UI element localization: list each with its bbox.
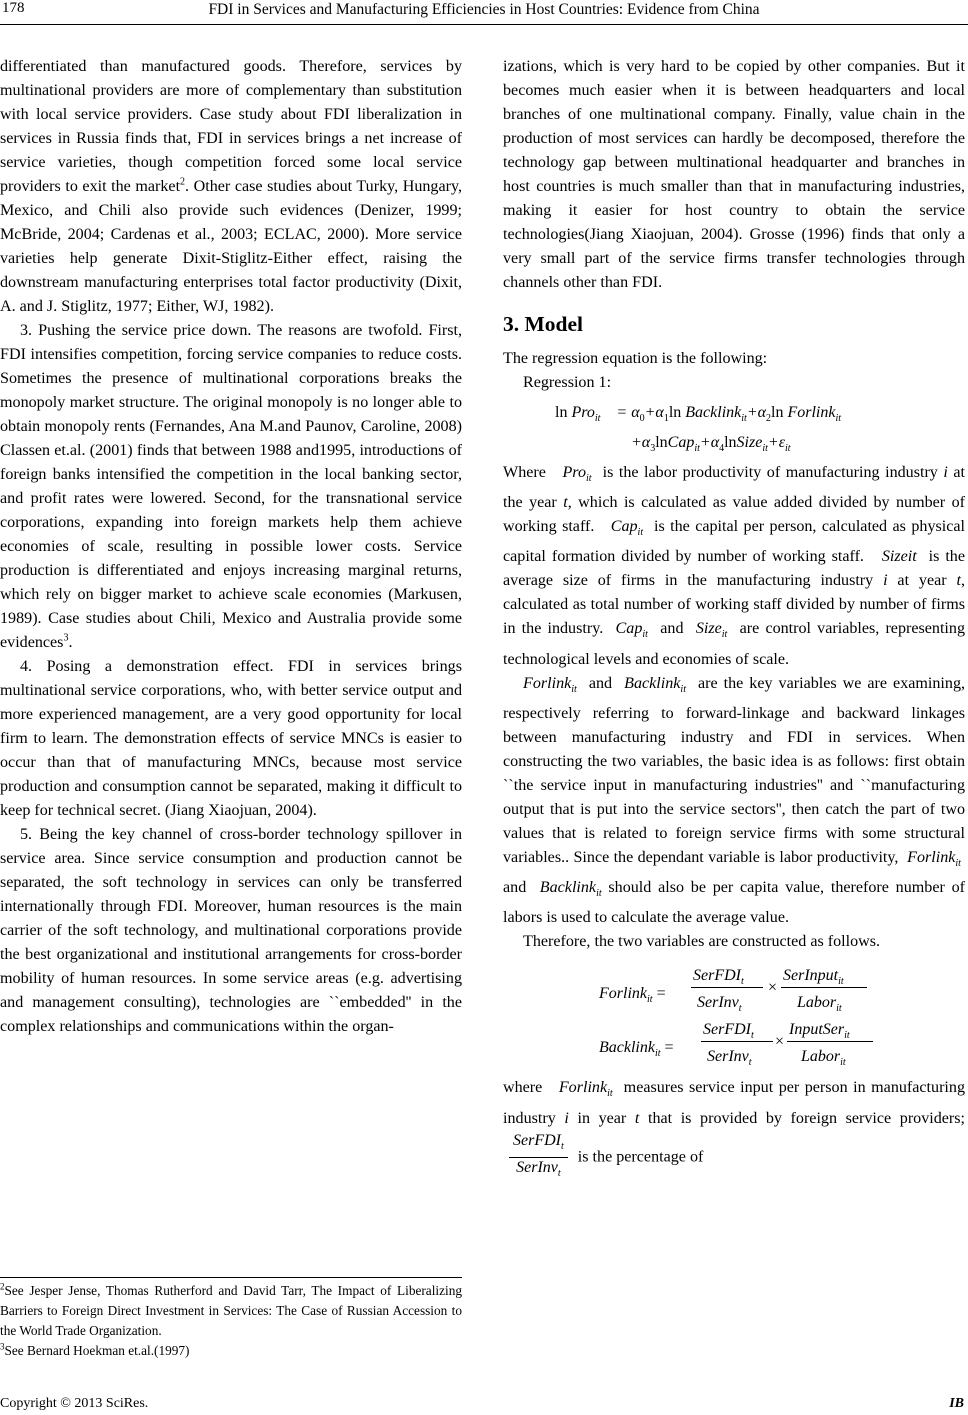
- times-sign: ×: [768, 979, 778, 997]
- linkage-equations: [503, 954, 965, 1068]
- journal-abbrev: IB: [949, 1396, 964, 1411]
- fraction-bar: [701, 1041, 773, 1042]
- inline-fraction: $\frac{SerFDI_t}{SerInv_t}$: [509, 1131, 568, 1184]
- paragraph: differentiated than manufactured goods. Therefore, services by multinational providers are more of complementary than substitution with local service providers. Case study about FDI liberalization in services in Russia finds that, FDI in services brings a net increase of service varieties, though competition forced some local service providers to exit the market$^2$. Other case studies about Turky, Hungary, Mexico, and Chili also provide such evidences (Denizer, 1999; McBride, 2004; Cardenas et al., 2003; ECLAC, 2000). More service varieties help generate Dixit-Stiglitz-Either effect, raising the downstream manufacturing enterprises total factor productivity (Dixit, A. and J. Stiglitz, 1977; Either, WJ, 1982).: [0, 58, 463, 315]
- paragraph: The regression equation is the following:: [503, 350, 768, 367]
- header-rule: [0, 24, 968, 25]
- right-column: [503, 55, 965, 1184]
- fraction-bar: [787, 1041, 873, 1042]
- left-column: [0, 55, 462, 1039]
- forlink-den2: Labor$_{it}$: [797, 994, 842, 1015]
- backlink-num1: SerFDI$_t$: [703, 1021, 754, 1042]
- equation-line-2: $+\alpha_3lnCap_{it}+\alpha_4lnSize_{it}+\varepsilon_{it}$: [631, 434, 791, 455]
- paragraph: izations, which is very hard to be copied by other companies. But it becomes much easier when it is between headquarters and local branches of one multinational company. Finally, value chain in the production of most services can hardly be decomposed, therefore the technology gap between multinational headquarter and branches in host countries is much smaller than that in manufacturing industries, making it easier for host country to obtain the service technologies(Jiang Xiaojuan, 2004). Grosse (1996) finds that only a very small part of the service firms transfer technologies through channels other than FDI.: [503, 58, 965, 291]
- paragraph: 5. Being the key channel of cross-border technology spillover in service area. Since service consumption and production cannot be separated, the soft technology in services can only be transferred internationally through FDI. Moreover, human resources is the main carrier of the soft technology, and multinational corporations provide the best organizational and institutional arrangements for cross-border mobility of human resources. In some service areas (e.g. advertising and management consulting), technologies are ``embedded'' in the complex relationships and communications within the organ-: [0, 826, 462, 1035]
- paragraph: 3. Pushing the service price down. The reasons are twofold. First, FDI intensifies competition, forcing service companies to reduce costs. Sometimes the presence of multinational corporations breaks the monopoly market structure. The original monopoly is no longer able to obtain monopoly rents (Fernandes, Ana M.and Paunov, Caroline, 2008) Classen et.al. (2001) finds that between 1988 and1995, introductions of foreign banks intensified the competition in the local banking sector, and profit rates were lowered. Second, for the transnational service corporations, expanding into foreign markets help them achieve economies of scale, resulting in possible lower costs. Service production is differentiated and enjoys increasing marginal returns, which rely on bigger market to achieve scale economies (Markusen, 1989). Case studies about Chili, Mexico and Australia provide some evidences$^3$.: [0, 322, 462, 651]
- forlink-num1: SerFDI$_t$: [693, 967, 744, 988]
- paragraph: Where Pro$_{it}$ is the labor productivity of manufacturing industry i at the year t, which is calculated as value added divided by number of working staff. Cap$_{it}$ is the capital per person, calculated as physical capital formation divided by number of working staff. Sizeit is the average size of firms in the manufacturing industry i at year t, calculated as total number of working staff divided by number of firms in the industry. Cap$_{it}$ and Size$_{it}$ are control variables, representing technological levels and economies of scale.: [503, 464, 966, 668]
- footnote-rule: [0, 1277, 462, 1278]
- fraction-bar: [781, 987, 867, 988]
- forlink-lhs: Forlink$_{it}$ =: [599, 985, 666, 1006]
- paragraph: where Forlink$_{it}$ measures service input per person in manufacturing industry i in year t that is provided by foreign service providers; $\frac{SerFDI_t}{SerInv_t}$ is the percentage of: [503, 1076, 965, 1184]
- section-heading: 3. Model: [503, 312, 584, 336]
- backlink-num2: InputSer$_{it}$: [789, 1021, 850, 1042]
- copyright: Copyright © 2013 SciRes.: [0, 1396, 149, 1411]
- footnote-2: $^2$See Jesper Jense, Thomas Rutherford and David Tarr, The Impact of Liberalizing Barriers to Foreign Direct Investment in Services: The Case of Russian Accession to the World Trade Organization.: [0, 1281, 462, 1338]
- equation-line-1: ln Pro$_{it}$ = $\alpha_0+\alpha_1\ln$ $Backlink_{it}+\alpha_2\ln$ Forlink$_{it}$: [555, 404, 842, 425]
- forlink-den1: SerInv$_t$: [697, 994, 742, 1015]
- regression-label: Regression 1:: [523, 374, 612, 391]
- times-sign: ×: [775, 1033, 785, 1051]
- footnote-ref[interactable]: 2: [180, 176, 186, 188]
- page-header: [0, 0, 968, 22]
- forlink-num2: SerInput$_{it}$: [783, 967, 844, 988]
- backlink-den1: SerInv$_t$: [707, 1048, 752, 1069]
- running-title: FDI in Services and Manufacturing Efficiencies in Host Countries: Evidence from China: [208, 1, 760, 18]
- page-number: 178: [2, 0, 25, 16]
- footnote-3: $^3$See Bernard Hoekman et.al.(1997): [0, 1341, 190, 1358]
- footnote-ref[interactable]: 3: [63, 632, 69, 644]
- paragraph: Therefore, the two variables are constructed as follows.: [523, 933, 881, 951]
- regression-equation: [503, 395, 965, 461]
- paragraph: Forlink$_{it}$ and Backlink$_{it}$ are the key variables we are examining, respectively referring to forward-linkage and backward linkages between manufacturing industry and FDI in services. When constructing the two variables, the basic idea is as follows: first obtain ``the service input in manufacturing industries'' and ``manufacturing output that is put into the service sectors'', then catch the part of two values that is related to foreign service firms with some structural variables.. Since the dependant variable is labor productivity, Forlink$_{it}$ and Backlink$_{it}$ should also be per capita value, therefore number of labors is used to calculate the average value.: [503, 674, 966, 927]
- backlink-den2: Labor$_{it}$: [801, 1048, 846, 1069]
- fraction-bar: [691, 987, 763, 988]
- paragraph: 4. Posing a demonstration effect. FDI in services brings multinational service corporations, who, with better service output and more experienced management, are a very good opportunity for local firm to learn. The demonstration effects of service MNCs is easier to occur than that of manufacturing MNCs, because most service production and consumption cannot be separated, making it difficult to keep for technical secret. (Jiang Xiaojuan, 2004).: [0, 658, 462, 819]
- backlink-lhs: Backlink$_{it}$ =: [599, 1039, 674, 1060]
